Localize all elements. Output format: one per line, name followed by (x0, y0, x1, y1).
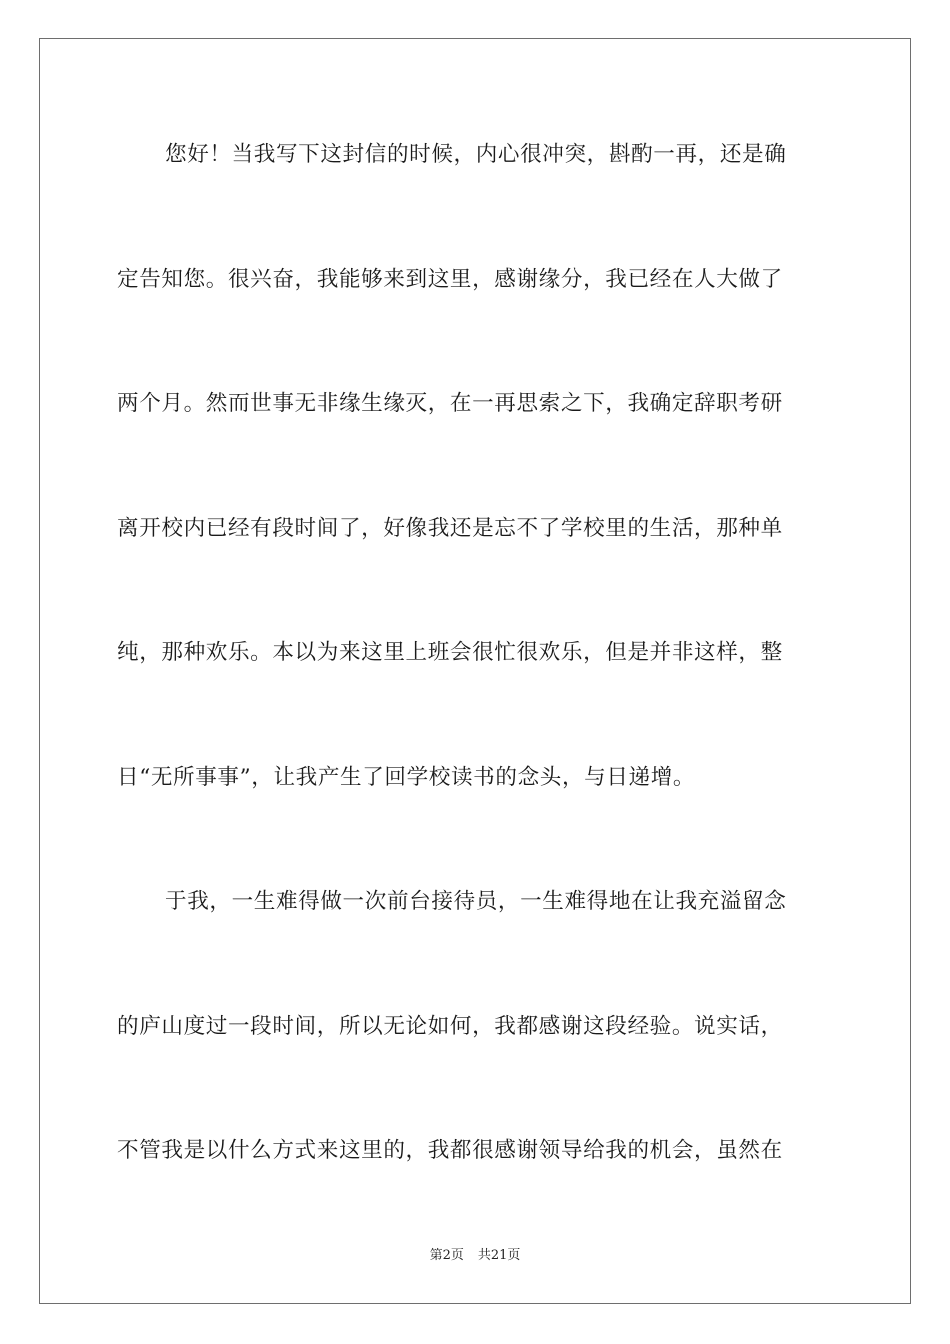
page-number: 第2页 (429, 1248, 464, 1263)
text-line: 不管我是以什么方式来这里的，我都很感谢领导给我的机会，虽然在 (117, 1138, 783, 1163)
text-line: 日“无所事事”，让我产生了回学校读书的念头，与日递增。 (117, 764, 696, 790)
letter-body (117, 124, 835, 1182)
text-line: 离开校内已经有段时间了，好像我还是忘不了学校里的生活，那种单 (117, 515, 783, 541)
page-total: 共21页 (477, 1248, 521, 1263)
text-line: 两个月。然而世事无非缘生缘灭，在一再思索之下，我确定辞职考研 (117, 391, 783, 416)
text-line: 于我，一生难得做一次前台接待员，一生难得地在让我充溢留念 (165, 889, 787, 914)
text-line: 您好！当我写下这封信的时候，内心很冲突，斟酌一再，还是确 (165, 142, 787, 167)
page-footer (0, 1246, 950, 1266)
text-line: 定告知您。很兴奋，我能够来到这里，感谢缘分，我已经在人大做了 (117, 266, 783, 292)
text-line: 纯，那种欢乐。本以为来这里上班会很忙很欢乐，但是并非这样，整 (117, 640, 783, 665)
text-line: 的庐山度过一段时间，所以无论如何，我都感谢这段经验。说实话， (117, 1013, 783, 1039)
